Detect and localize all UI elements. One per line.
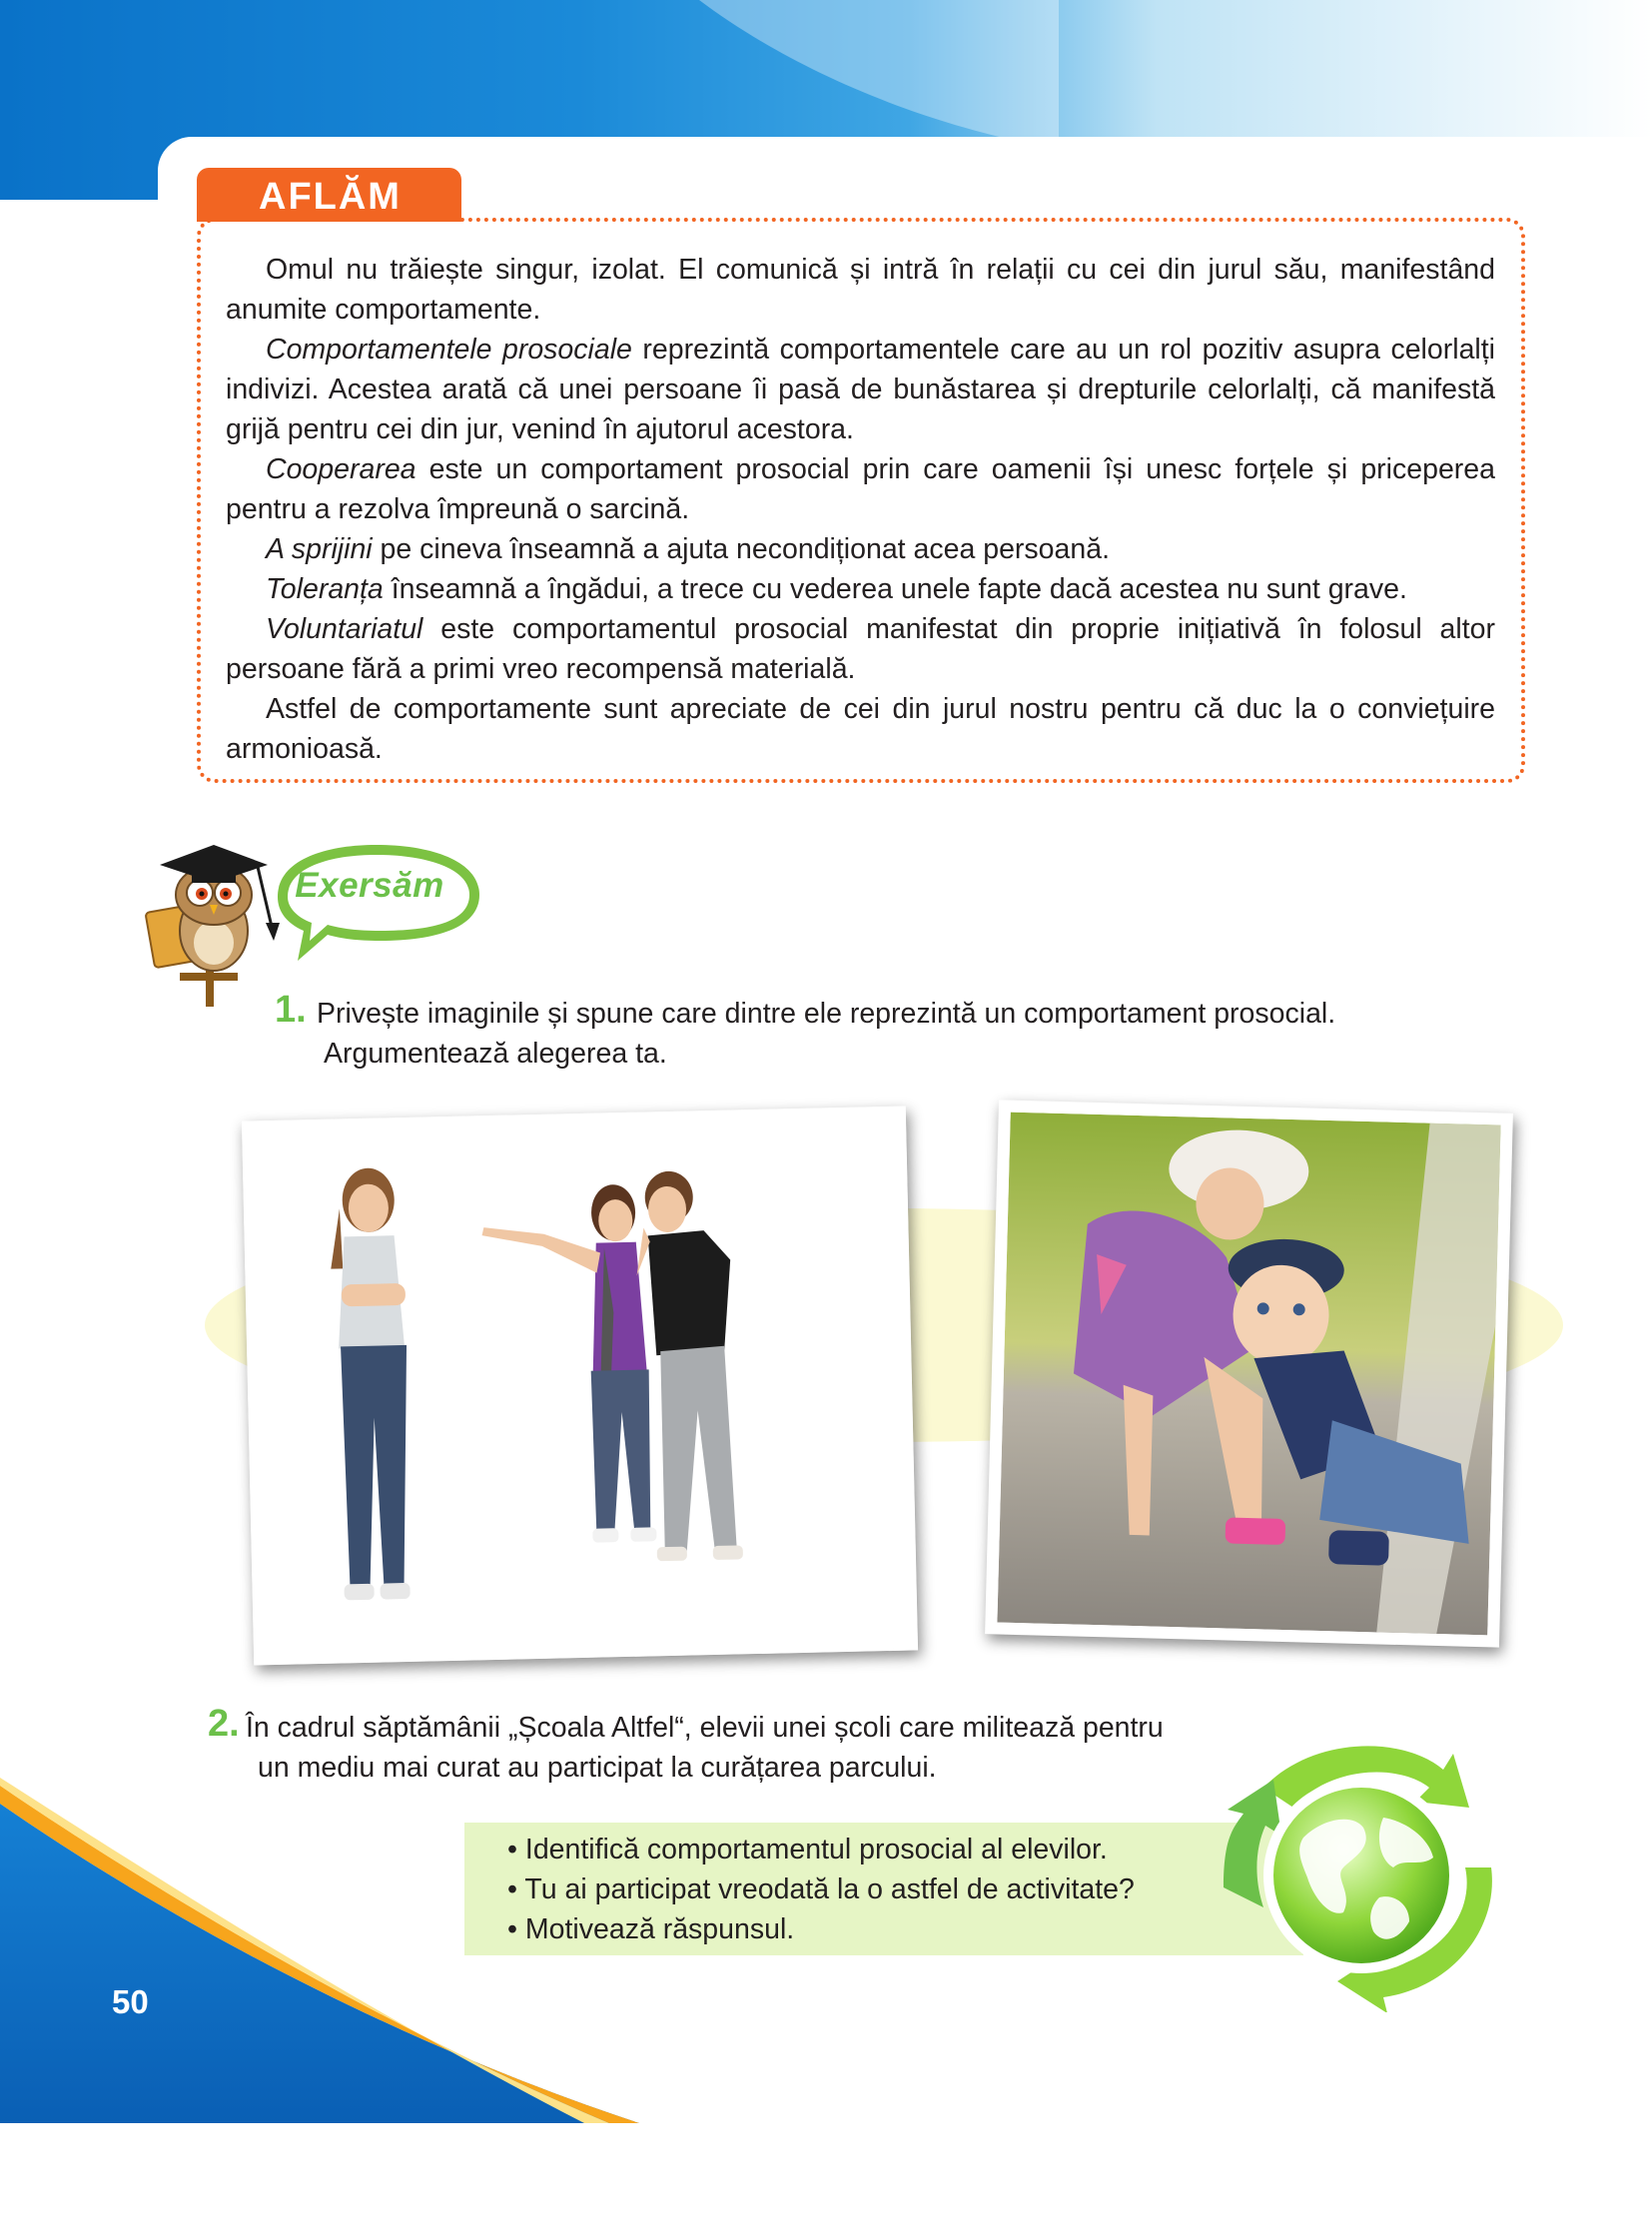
task-1-number: 1.: [275, 989, 307, 1031]
aflam-paragraph: Toleranța înseamnă a îngădui, a trece cu vederea unele fapte dacă acestea nu sunt grave.: [266, 573, 1407, 605]
photo-girl-helping-toddler: [985, 1100, 1513, 1647]
aflam-paragraph: Cooperarea este un comportament prosocial prin care oamenii își unesc forțele și priceperea pentru a rezolva împreună o sarcină.: [226, 453, 1495, 525]
aflam-content-box: [197, 218, 1525, 783]
aflam-paragraph: Astfel de comportamente sunt apreciate de cei din jurul nostru pentru că duc la o conviețuire armonioasă.: [226, 693, 1495, 765]
aflam-section-title: AFLĂM: [197, 168, 461, 222]
question-item: • Identifică comportamentul prosocial al elevilor.: [507, 1834, 1108, 1865]
photo-children-bullying: [242, 1107, 918, 1666]
page-number: 50: [112, 1983, 149, 2020]
task-2-text-line-2: un mediu mai curat au participat la curățarea parcului.: [258, 1752, 937, 1784]
task-1-text-line-2: Argumentează alegerea ta.: [324, 1038, 667, 1070]
exersam-section-title: Exersăm: [295, 866, 444, 905]
task-2-number: 2.: [208, 1703, 240, 1745]
task-2-text-line-1: În cadrul săptămânii „Școala Altfel“, elevii unei școli care militează pentru: [246, 1712, 1164, 1744]
task-2-questions-box: [464, 1823, 1303, 1955]
aflam-paragraph: A sprijini pe cineva înseamnă a ajuta necondiționat acea persoană.: [266, 533, 1110, 565]
aflam-paragraph: Voluntariatul este comportamentul prosocial manifestat din proprie inițiativă în folosul altor persoane fără a primi vreo recompensă materială.: [226, 613, 1495, 685]
recycle-globe-icon: [1204, 1718, 1518, 2012]
aflam-paragraph: Omul nu trăiește singur, izolat. El comunică și intră în relații cu cei din jurul său, manifestând anumite comportamente.: [226, 254, 1495, 326]
photo-2-illustration: [997, 1113, 1500, 1636]
question-item: • Tu ai participat vreodată la o astfel de activitate?: [507, 1873, 1135, 1905]
photo-1-illustration: [242, 1107, 918, 1666]
task-1-text-line-1: Privește imaginile și spune care dintre ele reprezintă un comportament prosocial.: [317, 998, 1336, 1030]
aflam-paragraph: Comportamentele prosociale reprezintă comportamentele care au un rol pozitiv asupra celorlalți indivizi. Acestea arată că unei persoane îi pasă de bunăstarea și drepturile celorlalți, că manifestă grijă pentru cei din jur, venind în ajutorul acestora.: [226, 334, 1495, 445]
question-item: • Motivează răspunsul.: [507, 1913, 795, 1945]
